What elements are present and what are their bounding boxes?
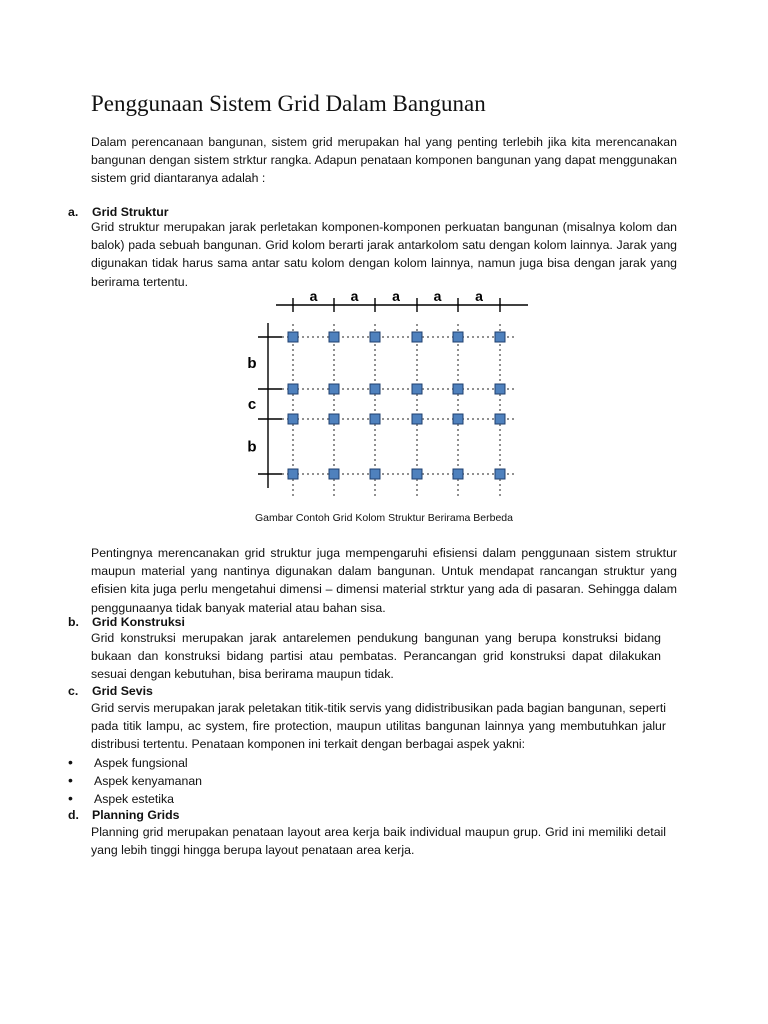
- column-marker: [412, 384, 422, 394]
- page-title: Penggunaan Sistem Grid Dalam Bangunan: [91, 91, 486, 116]
- section-heading-d: [68, 806, 179, 824]
- section-marker-c: c.: [68, 684, 79, 698]
- column-marker: [329, 469, 339, 479]
- column-marker: [412, 332, 422, 342]
- col-spacing-label: a: [392, 288, 400, 304]
- column-marker: [412, 469, 422, 479]
- section-text-b: Grid konstruksi merupakan jarak antarelemen pendukung bangunan yang berupa konstruksi bidang bukaan dan konstruksi bidang partisi atau pembatas. Perancangan grid konstruksi dapat dilakukan sesuai dengan kebutuhan, bisa berirama maupun tidak.: [91, 631, 661, 682]
- section-title-b: Grid Konstruksi: [92, 615, 185, 629]
- column-marker: [329, 414, 339, 424]
- intro-paragraph: Dalam perencanaan bangunan, sistem grid merupakan hal yang penting terlebih jika kita merencanakan bangunan dengan sistem strktur rangka. Adapun penataan komponen bangunan yang dapat menggunakan sistem grid diantaranya adalah :: [91, 135, 677, 186]
- column-marker: [370, 332, 380, 342]
- row-spacing-label: b: [247, 438, 257, 456]
- bullet-text: Aspek estetika: [94, 792, 174, 806]
- column-marker: [495, 469, 505, 479]
- col-spacing-label: a: [350, 288, 359, 304]
- column-marker: [329, 332, 339, 342]
- section-heading-c: [68, 682, 153, 700]
- row-spacing-label: b: [247, 355, 257, 372]
- column-marker: [453, 469, 463, 479]
- col-spacing-label: a: [475, 288, 483, 304]
- section-text-a: Grid struktur merupakan jarak perletakan komponen-komponen perkuatan bangunan (misalnya kolom dan balok) pada sebuah bangunan. Grid kolom berarti jarak antarkolom satu dengan kolom lainnya. Jarak yang digunakan tidak harus sama antar satu kolom dengan kolom lainnya, namun juga bisa dengan jarak yang berirama tertentu.: [91, 220, 677, 289]
- bullet-text: Aspek fungsional: [94, 756, 188, 770]
- column-marker: [412, 414, 422, 424]
- section-text-c: Grid servis merupakan jarak peletakan titik-titik servis yang didistribusikan pada bagian bangunan, seperti pada titik lampu, ac system, fire protection, maupun utilitas bangunan lainnya yang membutuhkan jalur distribusi tertentu. Penataan komponen ini terkait dengan berbagai aspek yakni:: [91, 701, 666, 752]
- section-marker-d: d.: [68, 808, 79, 822]
- bullet-item: [68, 771, 202, 790]
- section-title-d: Planning Grids: [92, 808, 180, 822]
- column-marker: [370, 469, 380, 479]
- column-marker: [453, 332, 463, 342]
- section-title-c: Grid Sevis: [92, 684, 153, 698]
- section-marker-a: a.: [68, 205, 79, 219]
- bullet-symbol: •: [68, 790, 73, 806]
- section-text-d: Planning grid merupakan penataan layout area kerja baik individual maupun grup. Grid ini memiliki detail yang lebih tinggi hingga berupa layout penataan area kerja.: [91, 825, 666, 858]
- figure-caption: Gambar Contoh Grid Kolom Struktur Berirama Berbeda: [255, 512, 513, 524]
- column-marker: [370, 384, 380, 394]
- row-spacing-label: c: [247, 396, 257, 413]
- bullet-symbol: •: [68, 754, 73, 770]
- column-marker: [453, 414, 463, 424]
- bullet-text: Aspek kenyamanan: [94, 774, 203, 788]
- col-spacing-label: a: [433, 288, 442, 304]
- column-marker: [495, 384, 505, 394]
- column-marker: [370, 414, 380, 424]
- column-marker: [288, 469, 298, 479]
- bullet-item: [68, 753, 188, 772]
- column-marker: [453, 384, 463, 394]
- column-marker: [495, 332, 505, 342]
- grid-column-diagram: [236, 288, 536, 498]
- column-marker: [288, 414, 298, 424]
- section-title-a: Grid Struktur: [92, 205, 169, 219]
- column-marker: [495, 414, 505, 424]
- column-marker: [329, 384, 339, 394]
- section-marker-b: b.: [68, 615, 79, 629]
- col-spacing-label: a: [309, 288, 318, 304]
- column-marker: [288, 384, 298, 394]
- bullet-symbol: •: [68, 772, 73, 788]
- column-marker: [288, 332, 298, 342]
- after-figure-paragraph: Pentingnya merencanakan grid struktur juga mempengaruhi efisiensi dalam penggunaan sistem struktur maupun material yang nantinya digunakan dalam bangunan. Untuk mendapat rancangan struktur yang efisien kita juga perlu mengetahui dimensi – dimensi material strktur yang ada di pasaran. Sehingga dalam penggunaanya tidak banyak material atau bahan sisa.: [91, 546, 677, 615]
